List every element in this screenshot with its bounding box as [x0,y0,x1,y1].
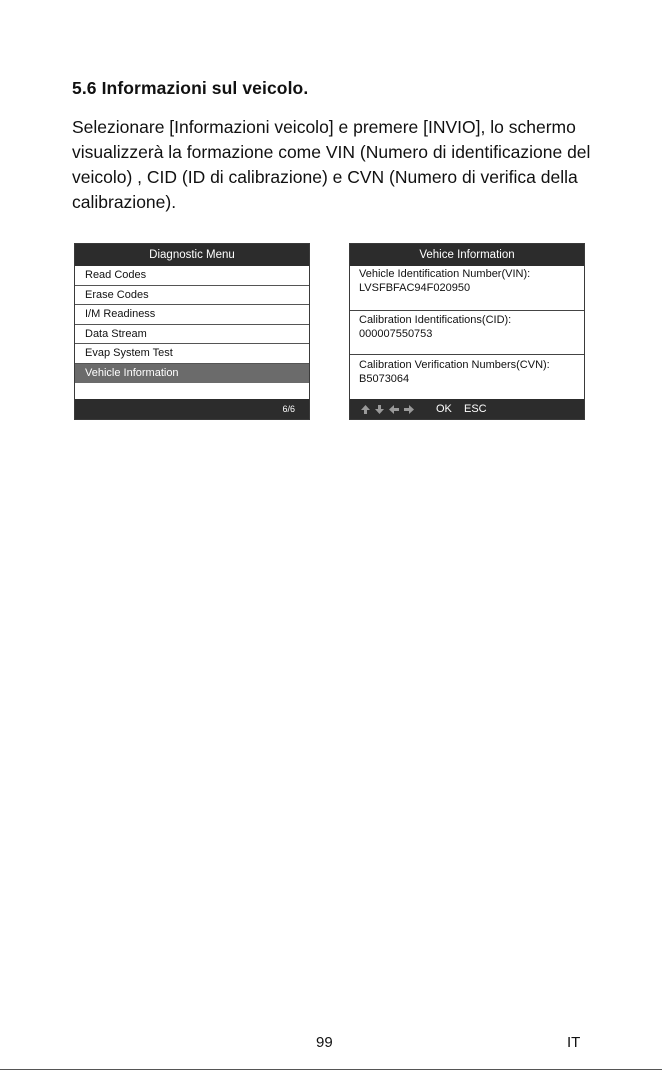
diagnostic-menu-list [75,266,309,383]
vin-label: Vehicle Identification Number(VIN): [359,268,531,280]
language-code: IT [567,1034,581,1051]
diagnostic-menu-status-bar [75,399,309,419]
vehicle-information-status-bar [350,399,584,419]
page-number: 99 [316,1034,333,1051]
menu-item-read-codes[interactable]: Read Codes [75,266,309,286]
vin-block [350,267,584,295]
cid-value: 000007550753 [359,328,433,340]
ok-label[interactable]: OK [436,403,452,415]
esc-label[interactable]: ESC [464,403,487,415]
diagnostic-menu-screen [74,243,310,420]
section-paragraph: Selezionare [Informazioni veicolo] e premere [INVIO], lo schermo visualizzerà la formazione come VIN (Numero di identificazione del veicolo) , CID (ID di calibrazione) e CVN (Numero di verifica della calibrazione). [72,117,591,212]
menu-item-evap-system-test[interactable]: Evap System Test [75,344,309,364]
page-indicator: 6/6 [282,404,295,414]
cvn-label: Calibration Verification Numbers(CVN): [359,359,550,371]
menu-item-im-readiness[interactable]: I/M Readiness [75,305,309,325]
bottom-rule [0,1069,662,1070]
vin-divider [350,310,584,311]
arrow-left-icon[interactable] [388,404,400,415]
arrow-down-icon[interactable] [374,404,385,415]
vin-value: LVSFBFAC94F020950 [359,282,471,294]
cid-block [350,313,584,341]
cid-divider [350,354,584,355]
menu-item-vehicle-information[interactable]: Vehicle Information [75,364,309,384]
vehicle-information-screen [349,243,585,420]
vehicle-information-title: Vehice Information [350,244,584,266]
nav-icons [360,399,415,419]
menu-item-erase-codes[interactable]: Erase Codes [75,286,309,306]
cid-label: Calibration Identifications(CID): [359,314,512,326]
section-title: 5.6 Informazioni sul veicolo. [72,78,309,98]
arrow-up-icon[interactable] [360,404,371,415]
cvn-value: B5073064 [359,373,410,385]
menu-item-data-stream[interactable]: Data Stream [75,325,309,345]
diagnostic-menu-title: Diagnostic Menu [75,244,309,266]
arrow-right-icon[interactable] [403,404,415,415]
cvn-block [350,358,584,386]
